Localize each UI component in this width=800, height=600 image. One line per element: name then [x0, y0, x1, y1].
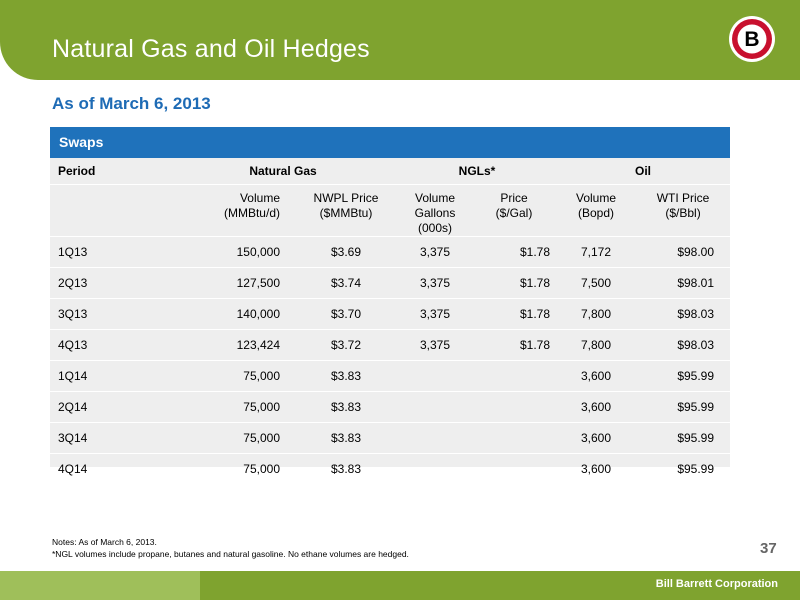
table-cell: 123,424 [168, 329, 294, 360]
gas-price-header: NWPL Price ($MMBtu) [313, 190, 379, 220]
table-row [50, 236, 730, 267]
table-cell: $98.03 [636, 298, 730, 329]
page-title: Natural Gas and Oil Hedges [52, 35, 370, 63]
period-header: Period [50, 158, 168, 184]
table-cell: 3Q14 [50, 422, 168, 453]
table-cell: 3,600 [556, 391, 636, 422]
table-cell: 7,172 [556, 236, 636, 267]
table-cell: 2Q14 [50, 391, 168, 422]
table-cell: $3.74 [294, 267, 398, 298]
swaps-table [50, 158, 730, 484]
table-cell: 7,800 [556, 298, 636, 329]
table-cell: 3,375 [398, 298, 472, 329]
table-cell: 150,000 [168, 236, 294, 267]
table-cell: 3,600 [556, 422, 636, 453]
table-row [50, 329, 730, 360]
table-cell: 4Q13 [50, 329, 168, 360]
page-number: 37 [760, 540, 777, 557]
ngl-volume-header: Volume Gallons (000s) [414, 190, 456, 235]
table-cell [472, 453, 556, 484]
table-cell: 127,500 [168, 267, 294, 298]
table-cell: 2Q13 [50, 267, 168, 298]
notes-line-1: Notes: As of March 6, 2013. [52, 537, 157, 547]
table-cell: $3.83 [294, 422, 398, 453]
table-row [50, 298, 730, 329]
table-cell [398, 391, 472, 422]
table-cell: $3.70 [294, 298, 398, 329]
table-cell: 75,000 [168, 360, 294, 391]
oil-price-header: WTI Price ($/Bbl) [656, 190, 710, 220]
table-cell: 7,500 [556, 267, 636, 298]
oil-header: Oil [556, 158, 730, 184]
table-cell: 3,600 [556, 360, 636, 391]
company-logo [728, 15, 776, 63]
table-cell [472, 391, 556, 422]
sub-header-row [50, 184, 730, 236]
table-cell: $3.83 [294, 453, 398, 484]
table-cell: $95.99 [636, 360, 730, 391]
table-cell: $3.69 [294, 236, 398, 267]
table-cell: 1Q14 [50, 360, 168, 391]
table-cell: 7,800 [556, 329, 636, 360]
table-cell: $98.01 [636, 267, 730, 298]
header-banner [0, 0, 800, 80]
notes-line-2: *NGL volumes include propane, butanes and natural gasoline. No ethane volumes are hedged. [52, 549, 409, 559]
table-row [50, 360, 730, 391]
table-row [50, 267, 730, 298]
table-cell: $3.83 [294, 360, 398, 391]
table-cell: $98.03 [636, 329, 730, 360]
hedges-table [50, 127, 730, 476]
table-cell: 140,000 [168, 298, 294, 329]
table-cell: $3.72 [294, 329, 398, 360]
table-cell: $1.78 [472, 298, 556, 329]
table-cell: $1.78 [472, 329, 556, 360]
group-header-row [50, 158, 730, 184]
table-cell: 3,600 [556, 453, 636, 484]
table-cell: 3,375 [398, 236, 472, 267]
table-cell: 3,375 [398, 267, 472, 298]
table-row [50, 422, 730, 453]
table-cell [472, 422, 556, 453]
gas-volume-header: Volume (MMBtu/d) [223, 190, 280, 220]
table-cell: 4Q14 [50, 453, 168, 484]
footer-brand: Bill Barrett Corporation [655, 578, 778, 590]
table-cell [398, 360, 472, 391]
table-cell: $1.78 [472, 267, 556, 298]
table-cell: 75,000 [168, 391, 294, 422]
table-cell: $3.83 [294, 391, 398, 422]
ngls-header: NGLs* [398, 158, 556, 184]
table-cell: 75,000 [168, 422, 294, 453]
table-cell: $1.78 [472, 236, 556, 267]
table-cell [398, 422, 472, 453]
table-cell: 1Q13 [50, 236, 168, 267]
table-cell [472, 360, 556, 391]
table-cell: $95.99 [636, 453, 730, 484]
table-row [50, 453, 730, 484]
table-cell: $95.99 [636, 391, 730, 422]
swaps-section-header: Swaps [50, 127, 730, 158]
notes [52, 536, 409, 560]
table-row [50, 391, 730, 422]
logo-letter: B [744, 28, 760, 51]
footer-left-band [0, 571, 200, 600]
table-cell: 3,375 [398, 329, 472, 360]
oil-volume-header: Volume (Bopd) [576, 190, 617, 220]
table-cell: $95.99 [636, 422, 730, 453]
table-cell: 3Q13 [50, 298, 168, 329]
table-cell: $98.00 [636, 236, 730, 267]
ngl-price-header: Price ($/Gal) [495, 190, 533, 220]
as-of-date: As of March 6, 2013 [52, 94, 211, 113]
natural-gas-header: Natural Gas [168, 158, 398, 184]
table-cell: 75,000 [168, 453, 294, 484]
table-cell [398, 453, 472, 484]
